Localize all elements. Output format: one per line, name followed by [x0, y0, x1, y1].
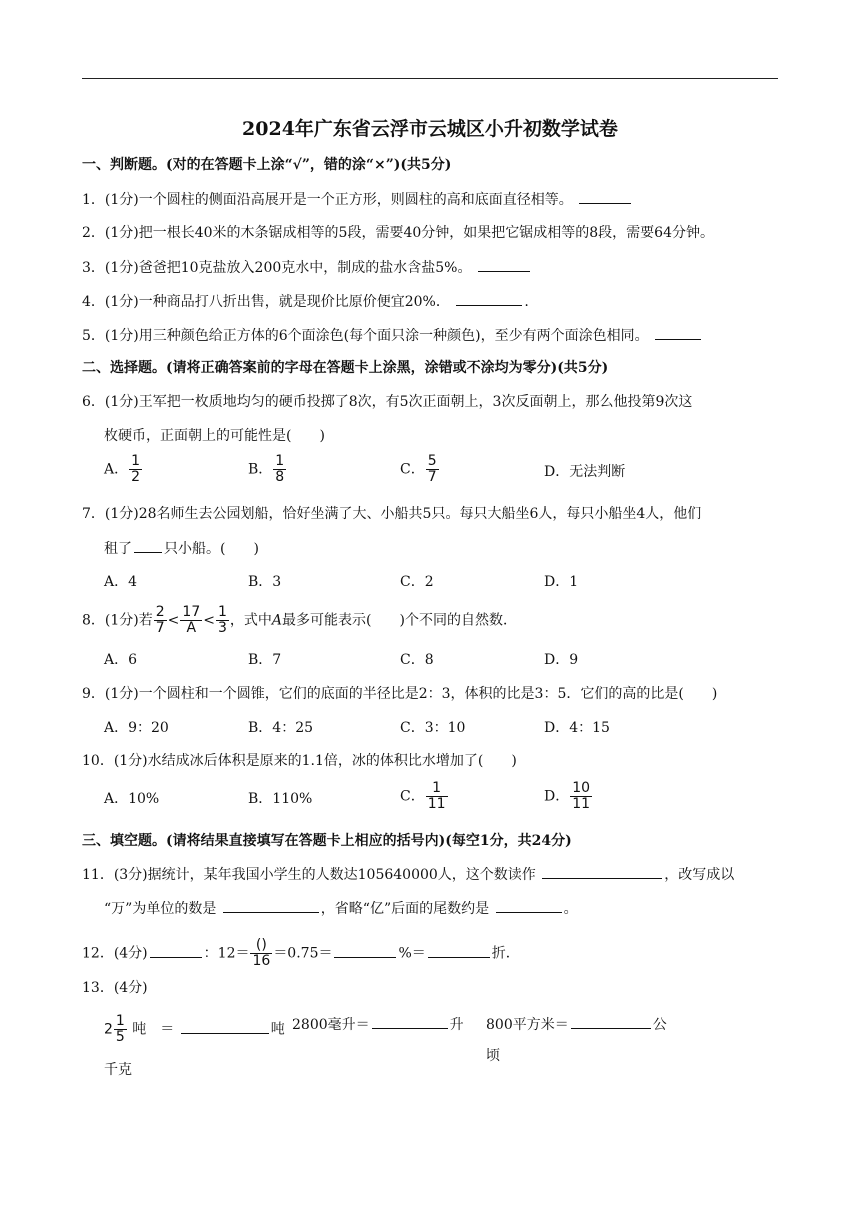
option-b[interactable]: B．7	[248, 652, 282, 668]
section-3-heading: 三、填空题。(请将结果直接填写在答题卡上相应的括号内)(每空1分，共24分)	[82, 833, 572, 849]
fraction: $\frac{()}{16}$	[252, 937, 271, 969]
answer-blank[interactable]	[428, 943, 490, 958]
section-2-heading: 二、选择题。(请将正确答案前的字母在答题卡上涂黑，涂错或不涂均为零分)(共5分)	[82, 360, 609, 376]
header-rule	[82, 78, 778, 79]
question-6-line-1: 6．(1分)王军把一枚质地均匀的硬币投掷了8次，有5次正面朝上，3次反面朝上，那么他投第9次这	[82, 394, 693, 410]
fraction: $\frac{17}{A}$	[182, 604, 201, 636]
fraction: $\frac{1}{2}$	[131, 453, 141, 485]
question-2: 2．(1分)把一根长40米的木条锯成相等的5段，需要40分钟，如果把它锯成相等的8段，需要64分钟。	[82, 225, 714, 241]
option-d[interactable]: D．1	[544, 574, 579, 590]
question-13-item-2: 2800毫升＝ 升	[292, 1014, 464, 1035]
option-b[interactable]: B．3	[248, 574, 282, 590]
answer-blank[interactable]	[134, 538, 162, 553]
question-11-line-2: “万”为单位的数是 ，省略“亿”后面的尾数约是 。	[104, 898, 578, 919]
option-a[interactable]: A．6	[104, 652, 138, 668]
question-10: 10．(1分)水结成冰后体积是原来的1.1倍，冰的体积比水增加了( )	[82, 753, 517, 769]
answer-blank[interactable]	[655, 325, 701, 340]
answer-blank[interactable]	[334, 943, 396, 958]
question-7-line-1: 7．(1分)28名师生去公园划船，恰好坐满了大、小船共5只。每只大船坐6人，每只小船坐4人，他们	[82, 506, 702, 522]
answer-blank[interactable]	[150, 943, 202, 958]
question-13-item-3: 800平方米＝ 公	[486, 1014, 667, 1035]
question-5: 5．(1分)用三种颜色给正方体的6个面涂色(每个面只涂一种颜色)，至少有两个面涂色相同。	[82, 325, 703, 346]
option-b[interactable]: B．110%	[248, 791, 313, 807]
question-3: 3．(1分)爸爸把10克盐放入200克水中，制成的盐水含盐5%。	[82, 257, 532, 278]
fraction: $\frac{1}{5}$	[115, 1013, 125, 1045]
option-b[interactable]: B． $\frac{1}{8}$	[248, 453, 285, 485]
answer-blank[interactable]	[478, 257, 530, 272]
answer-blank[interactable]	[456, 291, 522, 306]
option-c[interactable]: C． $\frac{1}{11}$	[400, 780, 446, 812]
question-13-item-1: 2 $\frac{1}{5}$ 吨 ＝ 吨	[104, 1013, 285, 1045]
question-4: 4．(1分)一种商品打八折出售，就是现价比原价便宜20%． .	[82, 291, 529, 312]
fraction: $\frac{10}{11}$	[572, 780, 591, 812]
option-a[interactable]: A．4	[104, 574, 138, 590]
answer-blank[interactable]	[223, 898, 319, 913]
answer-blank[interactable]	[571, 1014, 651, 1029]
answer-blank[interactable]	[181, 1019, 269, 1034]
question-13-unit-wrap: 顷	[486, 1048, 500, 1064]
question-8: 8．(1分)若 $\frac{2}{7}$ < $\frac{17}{A}$ < $\frac{1}{3}$ ，式中A最多可能表示( )个不同的自然数．	[82, 604, 517, 636]
question-7-line-2: 租了 只小船。( )	[104, 538, 259, 559]
fraction: $\frac{1}{8}$	[275, 453, 285, 485]
section-1-heading: 一、判断题。(对的在答题卡上涂“√”，错的涂“×”)(共5分)	[82, 157, 452, 173]
option-a[interactable]: A． $\frac{1}{2}$	[104, 453, 141, 485]
question-12: 12．(4分) ：12＝ $\frac{()}{16}$ ＝0.75＝ %＝ 折．	[82, 937, 520, 969]
option-c[interactable]: C． $\frac{5}{7}$	[400, 453, 437, 485]
option-d[interactable]: D．9	[544, 652, 579, 668]
option-c[interactable]: C．3：10	[400, 720, 466, 736]
question-13-unit-wrap: 千克	[104, 1062, 132, 1078]
fraction: $\frac{1}{11}$	[427, 780, 446, 812]
option-c[interactable]: C．2	[400, 574, 434, 590]
question-9: 9．(1分)一个圆柱和一个圆锥，它们的底面的半径比是2：3，体积的比是3：5．它们的高的比是( )	[82, 686, 718, 702]
option-c[interactable]: C．8	[400, 652, 434, 668]
page-title: 2024年广东省云浮市云城区小升初数学试卷	[242, 118, 618, 140]
answer-blank[interactable]	[496, 898, 562, 913]
question-1: 1．(1分)一个圆柱的侧面沿高展开是一个正方形，则圆柱的高和底面直径相等。	[82, 189, 633, 210]
answer-blank[interactable]	[372, 1014, 448, 1029]
fraction: $\frac{5}{7}$	[427, 453, 437, 485]
option-d[interactable]: D．无法判断	[544, 464, 626, 480]
answer-blank[interactable]	[579, 189, 631, 204]
fraction: $\frac{2}{7}$	[155, 604, 165, 636]
question-11-line-1: 11．(3分)据统计，某年我国小学生的人数达105640000人，这个数读作 ，改写成以	[82, 864, 734, 885]
question-6-line-2: 枚硬币，正面朝上的可能性是( )	[104, 428, 325, 444]
option-a[interactable]: A．9：20	[104, 720, 169, 736]
answer-blank[interactable]	[542, 864, 662, 879]
option-d[interactable]: D．4：15	[544, 720, 610, 736]
question-13-label: 13．(4分)	[82, 980, 148, 996]
option-b[interactable]: B．4：25	[248, 720, 314, 736]
fraction: $\frac{1}{3}$	[217, 604, 227, 636]
option-a[interactable]: A．10%	[104, 791, 160, 807]
option-d[interactable]: D． $\frac{10}{11}$	[544, 780, 591, 812]
